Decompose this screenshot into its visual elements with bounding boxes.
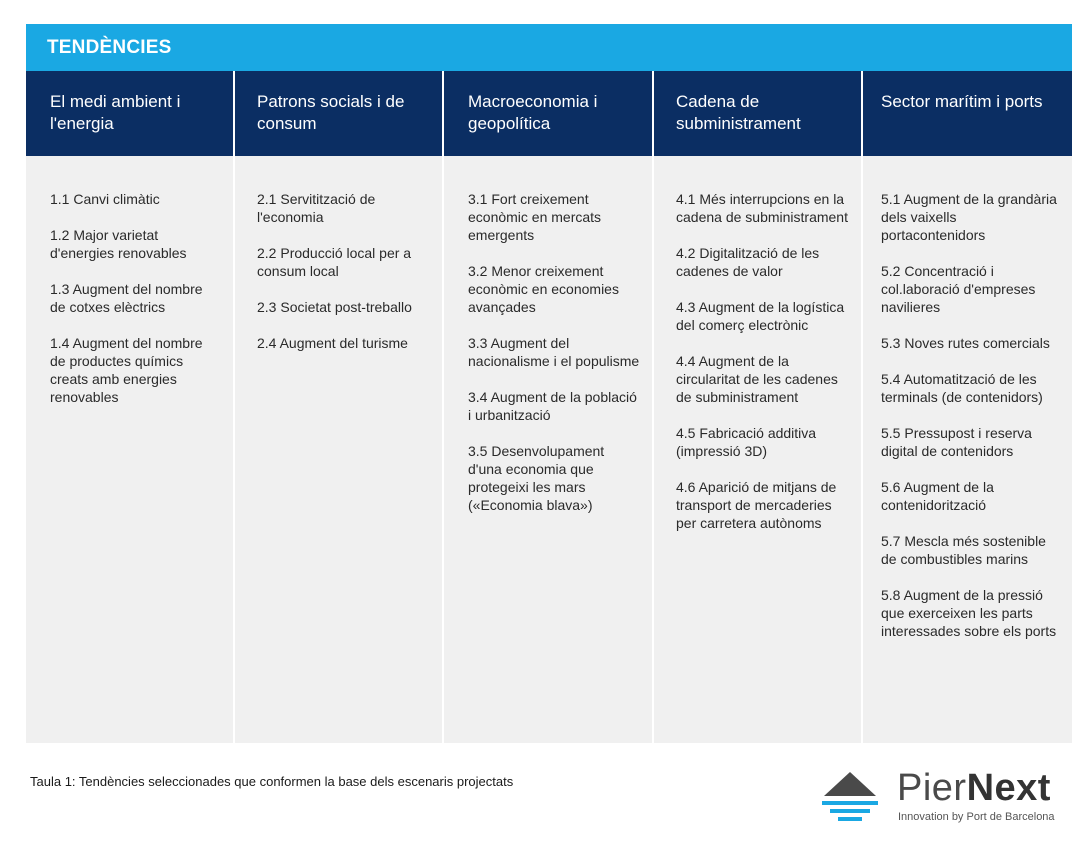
list-item: 3.1 Fort creixement econòmic en mercats emergents bbox=[468, 191, 602, 243]
logo-word-bold: Next bbox=[966, 767, 1051, 809]
logo-tagline: Innovation by Port de Barcelona bbox=[898, 811, 1055, 823]
list-item: 3.3 Augment del nacionalisme i el populisme bbox=[468, 335, 640, 369]
piernext-logo bbox=[820, 768, 1070, 830]
column-environment-energy bbox=[26, 71, 233, 743]
list-item: 1.4 Augment del nombre de productes químics creats amb energies renovables bbox=[50, 335, 203, 405]
column-header: Patrons socials i de consum bbox=[235, 71, 442, 156]
pier-wave-icon bbox=[820, 770, 880, 826]
logo-word-light: Pier bbox=[897, 767, 967, 809]
list-item: 2.3 Societat post-treballo bbox=[257, 299, 412, 315]
list-item: 5.6 Augment de la contenidorització bbox=[881, 479, 994, 513]
column-body bbox=[654, 156, 861, 743]
list-item: 1.1 Canvi climàtic bbox=[50, 191, 160, 207]
column-header: Cadena de subministrament bbox=[654, 71, 861, 156]
list-item: 3.5 Desenvolupament d'una economia que protegeixi les mars («Economia blava») bbox=[468, 443, 605, 513]
list-item: 5.2 Concentració i col.laboració d'empreses navilieres bbox=[881, 263, 1036, 315]
list-item: 4.2 Digitalització de les cadenes de valor bbox=[676, 245, 820, 279]
column-header: Sector marítim i ports bbox=[863, 71, 1072, 156]
list-item: 2.2 Producció local per a consum local bbox=[257, 245, 412, 279]
list-item: 4.1 Més interrupcions en la cadena de subministrament bbox=[676, 191, 848, 225]
column-body bbox=[444, 156, 652, 743]
list-item: 5.8 Augment de la pressió que exerceixen les parts interessades sobre els ports bbox=[881, 587, 1057, 639]
list-item: 5.1 Augment de la grandària dels vaixells portacontenidors bbox=[881, 191, 1057, 243]
list-item: 3.4 Augment de la població i urbanització bbox=[468, 389, 637, 423]
list-item: 4.6 Aparició de mitjans de transport de mercaderies per carretera autònoms bbox=[676, 479, 837, 531]
list-item: 5.3 Noves rutes comercials bbox=[881, 335, 1050, 351]
column-body bbox=[235, 156, 442, 743]
column-macroeconomics bbox=[444, 71, 652, 743]
list-item: 1.2 Major varietat d'energies renovables bbox=[50, 227, 187, 261]
list-item: 5.7 Mescla més sostenible de combustibles marins bbox=[881, 533, 1046, 567]
column-body bbox=[26, 156, 233, 743]
section-title-banner bbox=[26, 24, 1072, 71]
column-header: Macroeconomia i geopolítica bbox=[444, 71, 652, 156]
table-caption: Taula 1: Tendències seleccionades que conformen la base dels escenaris projectats bbox=[30, 774, 514, 789]
column-supply-chain bbox=[654, 71, 861, 743]
list-item: 4.5 Fabricació additiva (impressió 3D) bbox=[676, 425, 817, 459]
list-item: 5.4 Automatització de les terminals (de contenidors) bbox=[881, 371, 1043, 405]
list-item: 5.5 Pressupost i reserva digital de contenidors bbox=[881, 425, 1032, 459]
list-item: 4.3 Augment de la logística del comerç electrònic bbox=[676, 299, 845, 333]
section-title: TENDÈNCIES bbox=[47, 37, 172, 58]
logo-wordmark bbox=[897, 766, 1051, 810]
column-header: El medi ambient i l'energia bbox=[26, 71, 233, 156]
trends-table bbox=[26, 71, 1072, 743]
column-maritime-ports bbox=[863, 71, 1072, 743]
list-item: 2.1 Servitització de l'economia bbox=[257, 191, 376, 225]
list-item: 1.3 Augment del nombre de cotxes elèctrics bbox=[50, 281, 203, 315]
list-item: 4.4 Augment de la circularitat de les cadenes de subministrament bbox=[676, 353, 838, 405]
list-item: 2.4 Augment del turisme bbox=[257, 335, 408, 351]
list-item: 3.2 Menor creixement econòmic en economies avançades bbox=[468, 263, 619, 315]
column-social-consumption bbox=[235, 71, 442, 743]
column-body bbox=[863, 156, 1072, 743]
